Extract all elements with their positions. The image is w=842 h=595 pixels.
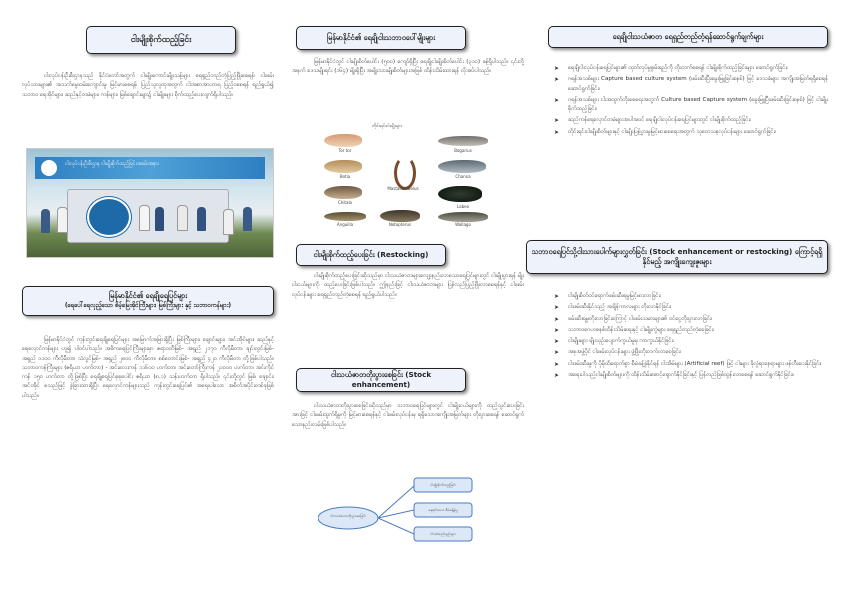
list-item: ➤ ဆည်ကန်ရေလှောင်တမံများအပါအဝင် ရေချိုငါးလုပ်ငန်းရေပြင်များတွင် ငါးမျိုးစိုက်ထည့်ခြင်း၊ [554,117,751,125]
arrow-bullet-icon: ➤ [554,372,560,380]
list-item: ➤ ငါးဖမ်းဆီးနိုင်သည့် အချိန်ကာလများ တိုးလာနိုင်ခြင်း၊ [554,304,672,312]
fish-label: Labeo [456,204,470,209]
person [41,209,50,233]
stock-enhancement-paragraph: ငါးသယံဇာတတိုးပွားစေခြင်းဆိုသည်မှာ သဘာဝရေပြင်များတွင် ငါးမျိုးငယ်များကို ထည့်သွင်းပေးခြင်းအားဖြင့် ငါးဖမ်းထွက်ရှိမှုကို မြင့်မားစေရန်နှင့် ငါးဖမ်းလုပ်ငန်းမှ ရရှိသောအကျိုးအမြတ်များ တိုးပွားစေရန် ဆောင်ရွက်သောနည်းလမ်းဖြစ်ပါသည်။ [292,403,524,428]
fish-caption: တိုင်းရင်းငါးမျိုးများ [372,124,403,129]
fish-label: Anguilla [336,222,354,227]
fish-label: Wallago [455,222,471,227]
eel-icon [394,156,416,190]
fish-icon [438,160,486,173]
heading-text: ငါးသယံဇာတတိုးပွားစေခြင်း (Stock enhancement) [330,370,432,389]
heading-text: မြန်မာနိုင်ငံ၏ ရေချိုငါးသဘာဝပေါ်မျိုးများ [326,33,436,42]
fish-icon [438,136,488,146]
freshwater-paragraph: မြန်မာနိုင်ငံတွင် ကုန်းတွင်းရေချိုရေပြင်များ အမြောက်အမြားရှိပြီး မြစ်ကြီးများ၊ ချောင်းများ၊ အင်းအိုင်များ၊ ဆည်နှင့်ရေလှောင်ကန်များ ဟူ၍ ပါဝင်ပါသည်။ အဓိကရေပြင်ကြီးများမှာ ဧရာဝတီမြစ်- အရှည် ၂၁၇၀ ကီလိုမီတာ၊ ချင်းတွင်းမြစ်- အရှည် ၁၁၀၀ ကီလိုမီတာ၊ သံလွင်မြစ်- အရှည် ၂၈၀၀ ကီလိုမီတာ၊ စစ်တောင်းမြစ်- အရှည် ၄၂၀ ကီလိုမီတာ တို့ဖြစ်ပါသည်။ သဘာဝကန်ကြီးများ (ဧရိယာ ဟက်တာ) - အင်းလေးကန် ၁၁၆၀၀ ဟက်တာ၊ အင်းတော်ကြီးကန် ၂၁၀၀၀ ဟက်တာ၊ အင်းကိုင်ကန် ၁၅၀ ဟက်တာ တို့ဖြစ်ပြီး ရေချိုရေပြင်စုစုပေါင်း ဧရိယာ (၈.၁) သန်းဟက်တာ ရှိပါသည်။ ၎င်းတို့တွင် မြစ်၊ ချောင်း၊ အင်းအိုင် စသည်ဖြင့် ခွဲခြားထားရှိပြီး ရေလှောင်ကန်များသည် ကုန်းတွင်းရေပြင်၏ အရေးပါသော အစိတ်အပိုင်းတစ်ခုဖြစ်ပါသည်။ [22,337,274,399]
fish-label: Tor tor [338,148,352,153]
list-item: ➤ ဖမ်းဆီးရမှုတိုးလာခြင်းကြောင့် ငါးဖမ်းသမားများ၏ ဝင်ငွေတိုးပွားလာခြင်း၊ [554,315,713,323]
list-item: ➤ အစုအဖွဲ့ပိုင် ငါးဖမ်းလုပ်ငန်းများ ဖွံ့ဖြိုးတိုးတက်လာစေခြင်း၊ [554,349,682,357]
arrow-bullet-icon: ➤ [554,76,560,84]
intro-paragraph: ငါးလုပ်ငန်းဦးစီးဌာနသည် နိုင်ငံတော်အတွက် ငါးမျိုးကောင်းမျိုးသန့်များ ရေရှည်တည်တံ့ပြည့်ဖြိုးစေရန်၊ ငါးဖမ်းလုပ်သားများ၏ အသက်မွေးဝမ်းကျောင်းမှု မြင့်မားစေရန်၊ ပြည်သူလူထုအတွက် ငါးအစာအာဟာရ ပြည့်ဝစေရန် ရည်ရွယ်၍ သဘာဝ ရေအိုင်များ၊ ဆည်နှင့်တမံများ၊ ကန်များ၊ မြစ်ချောင်းများ၌ ငါးမျိုးများ စိုက်ထည့်ပေးလျက်ရှိပါသည်။ [22,73,274,98]
arrow-bullet-icon: ➤ [554,128,560,136]
native-fish-paragraph: မြန်မာနိုင်ငံတွင် ငါးမျိုးစိတ်ပေါင်း (၅၀၀) ကျော်ရှိပြီး ရေချိုငါးမျိုးစိတ်ပေါင်း (၃၁၀) ခန့်ရှိပါသည်။ ၎င်းတို့အနက် ဒေသမျိုးရင်း (၁၆၄) မျိုးရှိပြီး အမျိုးသားမျိုးစိတ်များအဖြစ် ထိန်းသိမ်းထားရန် လိုအပ်ပါသည်။ [292,59,524,75]
person [155,207,164,231]
fish-icon [438,212,488,222]
arrow-bullet-icon: ➤ [554,326,560,334]
person [223,209,234,235]
fish-icon [324,212,366,221]
fish-icon [438,186,482,202]
heading-line-1: မြန်မာနိုင်ငံ၏ ရေချိုရေပြင်များ [108,291,188,300]
fish-label: Chitala [337,200,353,205]
list-item: ➤ ဂရန်အသစ်များ ငါးအထွက်တိုးစေရေးအတွက် Culture based Capture system (မွေးမြူပြီးဖမ်းဆီးခြင်းစနစ်) ဖြင့် ငါးမျိုးစိုက်ထည့်ခြင်း၊ [554,96,828,113]
diagram-node-1: ငါးမျိုးစိုက်ထည့်ခြင်း [430,483,456,487]
diagram-node-3: ငါးဖမ်းစည်းမျဉ်းများ [430,532,456,536]
restocking-paragraph: ငါးမျိုးစိုက်ထည့်ပေးခြင်းဆိုသည်မှာ ငါးသယံဇာတများလျော့နည်းလာသောရေပြင်များတွင် ငါးမျိုးပွားရန် မျိုးငါးငယ်များကို ထည့်ပေးခြင်းဖြစ်ပါသည်။ ဤနည်းဖြင့် ငါးသယံဇာတများ ပြန်လည်ပြည့်ဖြိုးလာစေရန်နှင့် ငါးဖမ်းလုပ်ငန်းများ ရေရှည်တည်တံ့စေရန် ရည်ရွယ်ပါသည်။ [292,273,524,298]
arrow-bullet-icon: ➤ [554,338,560,346]
arrow-bullet-icon: ➤ [554,117,560,125]
fish-label: Notopterus [388,222,412,227]
person [243,207,252,231]
fish-label: Mastacembelus [387,186,419,191]
fish-label: Botia [339,174,351,179]
photo-banner [35,157,265,179]
heading-fish-stocking [86,26,236,54]
arrow-bullet-icon: ➤ [554,293,560,300]
heading-native-fish [296,26,466,50]
arrow-bullet-icon: ➤ [554,96,560,104]
column-3 [531,0,834,595]
heading-text: ငါးမျိုးစိုက်ထည့်ခြင်း [130,35,192,45]
benefits-list [548,292,828,382]
banner-text: ငါးလုပ်ငန်းဦးစီးဌာန ငါးမျိုးစိုက်ထည့်ခြင်းအခမ်းအနား [65,161,159,167]
fish-illustrations [320,132,510,232]
person [197,207,206,231]
logo-small-icon [41,160,57,176]
heading-line-2: (ရေပေါ်ရေလှည့်သော စိမ့်မြေအိုင်ကြီးများ၊ မြစ်ကြီးများ နှင့် သဘာဝကန်များ) [64,302,232,309]
actions-list [548,64,828,139]
arrow-bullet-icon: ➤ [554,315,560,323]
arrow-bullet-icon: ➤ [554,65,560,72]
fish-icon [324,134,362,147]
diagram-center-label: ငါးသယံဇာတတိုးပွားစေခြင်း [330,514,366,518]
heading-text: ငါးမျိုးစိုက်ထည့်ပေးခြင်း (Restocking) [313,250,429,259]
fish-icon [380,210,420,222]
heading-text: ရေချိုငါးသယံဇာတ ရေရှည်တည်တံ့ရန်ဆောင်ရွက်ချက်များ [612,32,764,41]
ceremony-photo [26,148,274,258]
arrow-bullet-icon: ➤ [554,304,560,312]
department-logo-icon [87,197,131,237]
list-item: ➤ ငါးမျိုးစိတ်ဝင်ရောက်ဖမ်းဆီးရမှုမြင့်မားလာခြင်း၊ [554,293,661,300]
column-1 [22,0,274,595]
heading-freshwater-bodies [22,286,274,316]
list-item: ➤ ရေချိုငါးလုပ်ငန်းရေပြင်များ၏ ထုတ်လုပ်မှုစွမ်းရည်ကို တိုးတက်စေရန် ငါးမျိုးစိုက်ထည့်ခြင်းများ ဆောင်ရွက်ခြင်း၊ [554,65,788,72]
list-item: ➤ အရေးပါသည့်ငါးမျိုးစိတ်များကို ထိန်းသိမ်းစောင့်ရှောက်နိုင်ခြင်းနှင့် ပြန်လည်ဖြစ်ထွန်းလာစေရန် ဆောင်ရွက်နိုင်ခြင်း။ [554,372,794,380]
person [57,207,68,233]
list-item: ➤ သဘာဝဂေဟစနစ်ထိန်းသိမ်းရေးနှင့် ငါးမျိုးကွဲများ ရေရှည်တည်တံ့စေခြင်း၊ [554,326,715,334]
heading-stock-enhancement [296,368,466,392]
list-item: ➤ ငါးမျိုးများ မျိုးသုဉ်းပျောက်ကွယ်မှုမှ ကာကွယ်နိုင်ခြင်း၊ [554,338,674,346]
list-item: ➤ ဂရန်အသစ်များ Capture based culture system (ဖမ်းဆီးပြီးမွေးမြူခြင်းစနစ်) ဖြင့် ဒေသခံများ အကျိုးအမြတ်ရရှိစေရန် ဆောင်ရွက်ခြင်း၊ [554,76,828,92]
fish-label: Bagarius [454,148,472,153]
arrow-bullet-icon: ➤ [554,360,560,368]
fish-label: Channa [455,174,471,179]
arrow-bullet-icon: ➤ [554,349,560,357]
list-item: ➤ တိုင်းရင်းငါးမျိုးစိတ်များနှင့် ငါးမျိုးပြန့်ပွားမှုမြင့်မားစေရေးအတွက် သုတေသနလုပ်ငန်းများ ဆောင်ရွက်ခြင်း၊ [554,128,776,136]
person [139,205,150,231]
column-2 [292,0,524,595]
person [177,205,188,231]
heading-text: သဘာဝရေပြင်သို့ငါးသားပေါက်များလွှတ်ခြင်း (Stock enhancement or restocking) ကြောင့်ရရှိနိုင်မည့် အကျိုးကျေးဇူးများ [531,247,823,266]
diagram-node-2: နေရင်းဒေသ စီမံခန့်ခွဲမှု [428,508,458,512]
fish-icon [324,160,362,173]
list-item: ➤ ငါးဖမ်းဆီးမှုကို ပိုမိုထိရောက်စွာ စီမံခန့်ခွဲနိုင်ရန် ငါးအိမ်များ (Artificial reef) ဖြင့် ငါးများ ခိုလှုံရာနေရာများ ဖန်တီးပေးနိုင်ခြင်း၊ [554,360,822,368]
heading-sustainability-actions [548,26,828,48]
heading-restocking [296,244,446,266]
fish-icon [324,186,362,199]
heading-benefits [526,240,828,274]
stock-enhancement-diagram [318,474,504,548]
